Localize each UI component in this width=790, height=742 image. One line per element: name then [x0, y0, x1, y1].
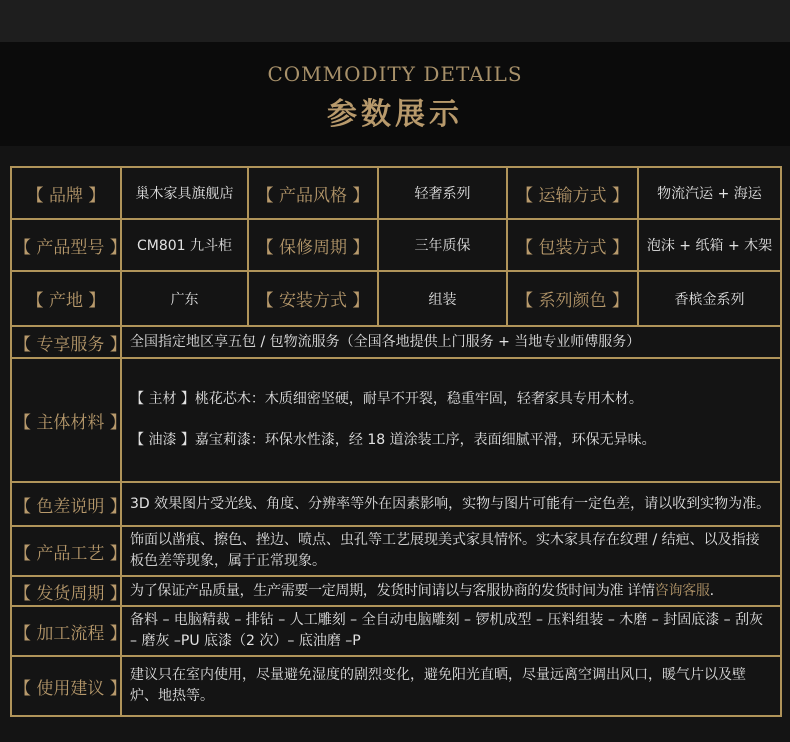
spec-row-1 — [11, 167, 781, 219]
spec-row-delivery — [11, 576, 781, 606]
craft-label: 【 产品工艺 】 — [11, 526, 121, 576]
color-label: 【 系列颜色 】 — [507, 271, 638, 326]
material-main: 【 主材 】桃花芯木：木质细密坚硬，耐旱不开裂，稳重牢固，轻奢家具专用木材。 — [130, 391, 643, 407]
process-label: 【 加工流程 】 — [11, 606, 121, 656]
usage-value: 建议只在室内使用，尽量避免湿度的剧烈变化，避免阳光直晒，尽量远离空调出风口，暖气片以及壁炉、地热等。 — [121, 656, 781, 716]
spec-row-color-diff — [11, 482, 781, 526]
color-diff-label: 【 色差说明 】 — [11, 482, 121, 526]
style-value: 轻奢系列 — [378, 167, 507, 219]
delivery-text: 为了保证产品质量，生产需要一定周期，发货时间请以与客服协商的发货时间为准 详情 — [130, 582, 655, 599]
spec-row-3 — [11, 271, 781, 326]
delivery-label: 【 发货周期 】 — [11, 576, 121, 606]
color-value: 香槟金系列 — [638, 271, 781, 326]
model-label: 【 产品型号 】 — [11, 219, 121, 271]
packing-value: 泡沫 + 纸箱 + 木架 — [638, 219, 781, 271]
packing-label: 【 包装方式 】 — [507, 219, 638, 271]
header-title-en: COMMODITY DETAILS — [267, 62, 523, 86]
spec-row-craft — [11, 526, 781, 576]
install-value: 组装 — [378, 271, 507, 326]
spec-row-process — [11, 606, 781, 656]
spec-row-material — [11, 358, 781, 482]
color-diff-value: 3D 效果图片受光线、角度、分辨率等外在因素影响，实物与图片可能有一定色差，请以收到实物为准。 — [121, 482, 781, 526]
process-value: 备料 – 电脑精裁 – 排钻 – 人工雕刻 – 全自动电脑雕刻 – 锣机成型 – 压料组装 – 木磨 – 封固底漆 – 刮灰 – 磨灰 –PU 底漆（2 次）– 底油磨 –P — [121, 606, 781, 656]
contact-service-link[interactable]: 咨询客服 — [654, 582, 710, 599]
material-label: 【 主体材料 】 — [11, 358, 121, 482]
delivery-value — [121, 576, 781, 606]
top-band — [0, 0, 790, 42]
shipping-value: 物流汽运 + 海运 — [638, 167, 781, 219]
usage-label: 【 使用建议 】 — [11, 656, 121, 716]
service-label: 【 专享服务 】 — [11, 326, 121, 358]
origin-label: 【 产地 】 — [11, 271, 121, 326]
origin-value: 广东 — [121, 271, 248, 326]
install-label: 【 安装方式 】 — [248, 271, 378, 326]
brand-value: 巢木家具旗舰店 — [121, 167, 248, 219]
service-value: 全国指定地区享五包 / 包物流服务（全国各地提供上门服务 + 当地专业师傅服务） — [121, 326, 781, 358]
craft-value: 饰面以凿痕、擦色、挫边、喷点、虫孔等工艺展现美式家具情怀。实木家具存在纹理 / 结疤、以及指接板色差等现象，属于正常现象。 — [121, 526, 781, 576]
warranty-label: 【 保修周期 】 — [248, 219, 378, 271]
spec-table — [10, 166, 782, 717]
style-label: 【 产品风格 】 — [248, 167, 378, 219]
model-value: CM801 九斗柜 — [121, 219, 248, 271]
section-header — [0, 42, 790, 146]
delivery-end: . — [709, 582, 714, 599]
header-title-cn: 参数展示 — [327, 97, 463, 132]
shipping-label: 【 运输方式 】 — [507, 167, 638, 219]
spec-row-service — [11, 326, 781, 358]
warranty-value: 三年质保 — [378, 219, 507, 271]
spec-row-2 — [11, 219, 781, 271]
material-paint: 【 油漆 】嘉宝莉漆：环保水性漆，经 18 道涂装工序，表面细腻平滑，环保无异味。 — [130, 432, 656, 448]
material-value — [121, 358, 781, 482]
brand-label: 【 品牌 】 — [11, 167, 121, 219]
spec-row-usage — [11, 656, 781, 716]
